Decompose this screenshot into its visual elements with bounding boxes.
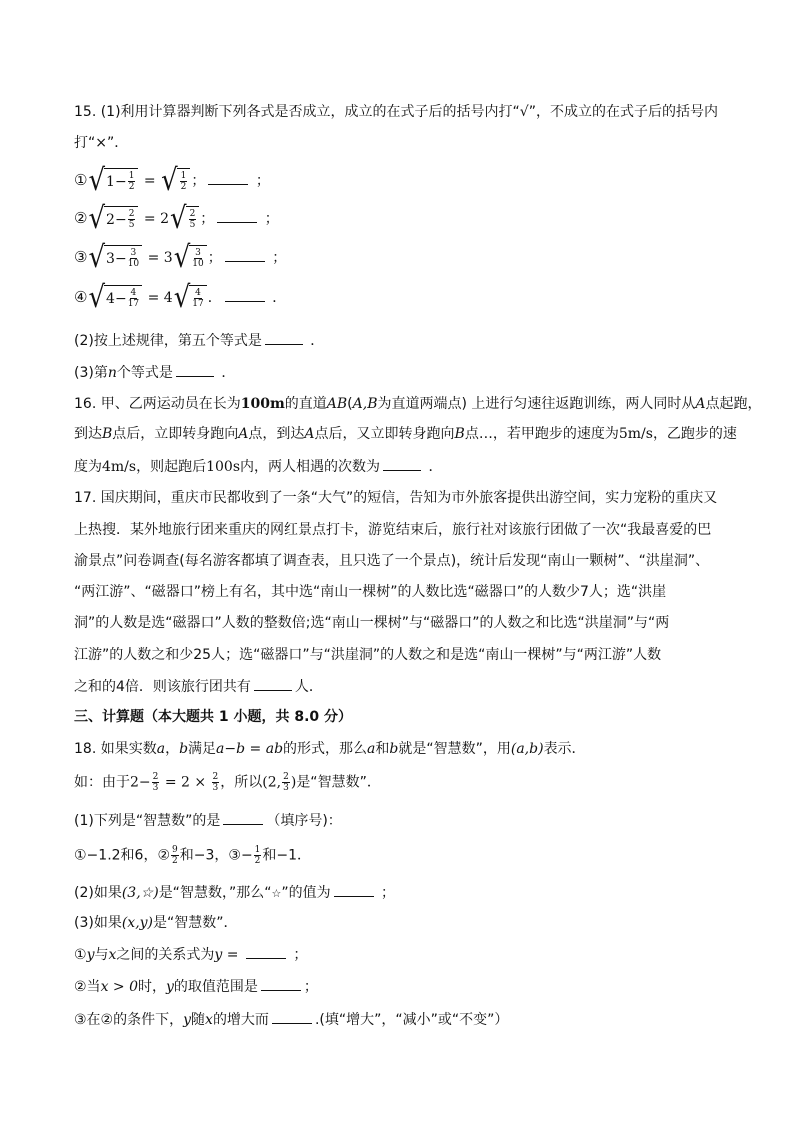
answer-blank[interactable] [334,882,374,897]
answer-blank[interactable] [225,287,265,302]
radical: √ 1 − $\frac{1}{2}$ [88,168,138,194]
q18-example: 如：由于2− $\frac{2}{3}$ = 2 × $\frac{2}{3}$ ，所以(2, $\frac{2}{3}$ )是“智慧数”． [74,772,381,793]
q17-line: 江游”的人数之和少25人；选“磁器口”与“洪崖洞”的人数之和是选“南山一棵树”与“两江游”人数 [74,647,662,663]
item-marker: ③ [74,248,88,266]
q17-line: 洞”的人数是选“磁器口”人数的整数倍;选“南山一棵树”与“磁器口”的人数之和比选“洪崖洞”与“两 [74,615,670,631]
answer-blank[interactable] [217,208,257,223]
answer-blank[interactable] [265,330,303,345]
q17-line: “两江游”、“磁器口”榜上有名，其中选“南山一棵树”的人数比选“磁器口”的人数少7人；选“洪崖 [74,584,667,600]
answer-blank[interactable] [254,676,292,691]
answer-blank[interactable] [261,976,301,991]
answer-blank[interactable] [223,810,263,825]
q16-line3: 度为4m/s，则起跑后100s内，两人相遇的次数为 ． [74,456,734,477]
q17-line: 上热搜．某外地旅行团来重庆的网红景点打卡，游览结束后，旅行社对该旅行团做了一次“我最喜爱的巴 [74,522,712,538]
radical: √ 4 − $\frac{4}{17}$ [88,285,142,311]
answer-blank[interactable] [272,1009,312,1024]
q15-intro-text: 15. (1)利用计算器判断下列各式是否成立，成立的在式子后的括号内打“√”，不成立的在式子后的括号内 [74,104,718,120]
radical: √ 3 − $\frac{3}{10}$ [88,245,142,271]
radical: √ $\frac{3}{10}$ [174,245,207,271]
q15-item-1: ① √ 1 − $\frac{1}{2}$ = √ $\frac{1}{2}$ ； ； [74,163,270,199]
q15-item-2: ② √ 2 − $\frac{2}{5}$ = 2 √ $\frac{2}{5}$ ； ； [74,201,279,237]
q18-sub3: ③在②的条件下，y随x的增大而 .(填“增大”，“减小”或“不变”） [74,1009,734,1030]
answer-blank[interactable] [383,456,421,471]
q15-part3: (3)第n个等式是 ． [74,362,734,383]
answer-blank[interactable] [225,247,265,262]
item-marker: ② [74,209,88,227]
answer-blank[interactable] [176,362,214,377]
section-heading: 三、计算题（本大题共 1 小题，共 8.0 分） [74,709,353,725]
radical: √ $\frac{1}{2}$ [161,168,190,194]
q18-part3: (3)如果(x,y)是“智慧数”． [74,915,238,931]
q18-part1: (1)下列是“智慧数”的是 （填序号)： [74,810,734,831]
q17-last-line: 之和的4倍．则该旅行团共有 人． [74,676,734,697]
q18-part2: (2)如果(3,☆)是“智慧数，”那么“☆”的值为 ； [74,882,734,904]
q15-item-3: ③ √ 3 − $\frac{3}{10}$ = 3 √ $\frac{3}{10}$ ； ； [74,240,287,276]
q16-line1: 16. 甲、乙两运动员在长为100m的直道AB(A,B为直道两端点) 上进行匀速往返跑训练，两人同时从A点起跑， [74,396,762,412]
q17-line: 渝景点”问卷调查(每名游客都填了调查表，且只选了一个景点)，统计后发现“南山一颗树”、“洪崖洞”、 [74,553,710,569]
q18-sub2: ②当x > 0时，y的取值范围是 ； [74,976,734,997]
q18-sub1: ①y与x之间的关系式为y = ； [74,944,734,965]
q15-item-4: ④ √ 4 − $\frac{4}{17}$ = 4 √ $\frac{4}{17}$ ． ． [74,280,287,316]
q15-intro-line2 [74,133,734,153]
radical: √ $\frac{4}{17}$ [174,285,207,311]
q16-line2: 到达B点后，立即转身跑向A点，到达A点后，又立即转身跑向B点…，若甲跑步的速度为5m/s，乙跑步的速 [74,426,737,442]
q18-line1: 18. 如果实数a，b满足a−b = ab的形式，那么a和b就是“智慧数”，用(a,b)表示． [74,741,586,757]
q15-intro-line1 [74,102,734,122]
q18-options: ①−1.2和6，② $\frac{9}{2}$ 和−3，③− $\frac{1}{2}$ 和−1． [74,845,312,866]
radical: √ 2 − $\frac{2}{5}$ [88,206,138,232]
item-marker: ④ [74,288,88,306]
answer-blank[interactable] [246,944,286,959]
q17-line: 17. 国庆期间，重庆市民都收到了一条“大气”的短信，告知为市外旅客提供出游空间，实力宠粉的重庆又 [74,490,718,506]
q15-intro-text-2: 打“×”． [74,135,129,151]
q15-part2: (2)按上述规律，第五个等式是 ． [74,330,734,351]
radical: √ $\frac{2}{5}$ [170,206,199,232]
answer-blank[interactable] [208,170,248,185]
item-marker: ① [74,171,88,189]
